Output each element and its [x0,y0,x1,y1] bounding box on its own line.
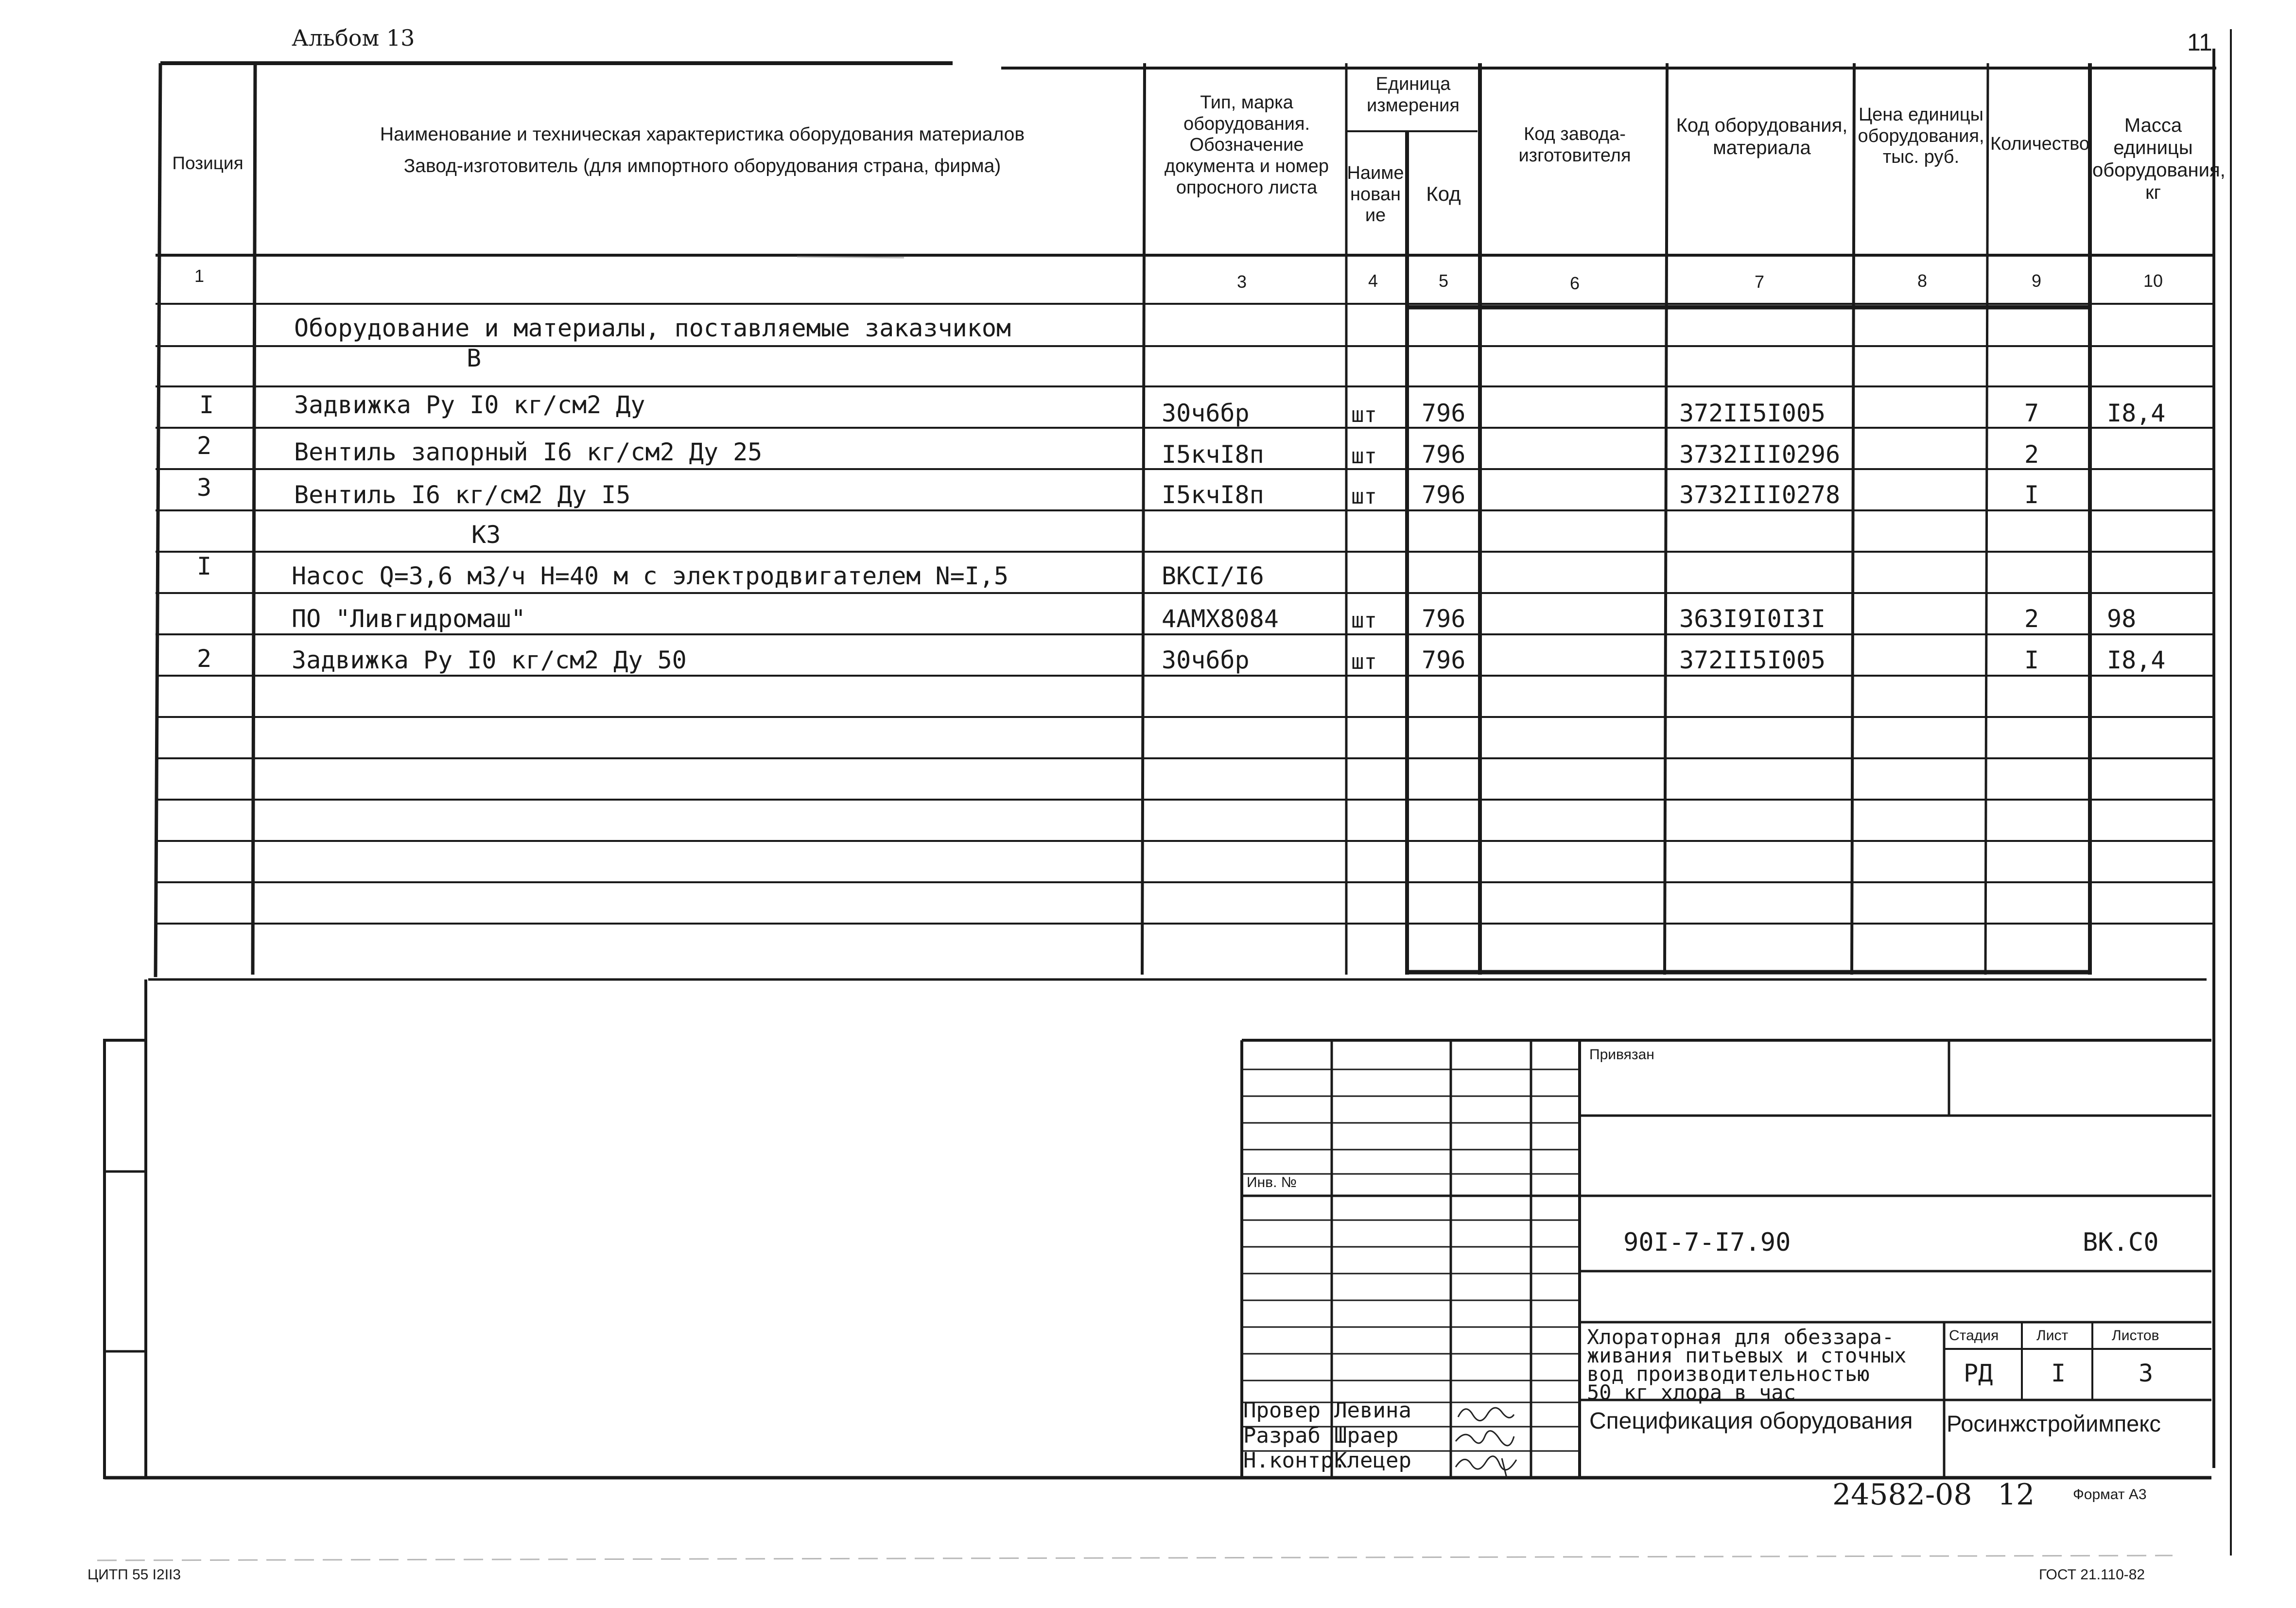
table-cell-type: 4АМХ8084 [1162,605,1279,633]
col-price-header: Цена единицы оборудования, тыс. руб. [1858,105,1984,168]
table-cell-equip-code: 3732III0296 [1679,440,1841,469]
col-number: 1 [194,266,205,286]
table-cell-name: К3 [471,521,501,549]
sheet-value: I [2051,1359,2066,1387]
table-cell-pos: I [199,391,214,419]
table-cell-type: I5кчI8п [1162,440,1264,469]
album-label: Альбом 13 [292,25,415,51]
table-cell-type: ВКСI/I6 [1162,562,1264,590]
col-number: 10 [2143,271,2163,291]
col-mass-header: Масса единицы оборудования, кг [2092,115,2226,203]
table-cell-qty: I [2024,646,2039,674]
signer-name: Клецер [1334,1448,1411,1473]
table-cell-unit: шт [1351,649,1377,674]
table-cell-code: 796 [1422,481,1466,509]
table-cell-type: I5кчI8п [1162,481,1264,509]
table-cell-equip-code: 372II5I005 [1679,646,1826,674]
table-cell-equip-code: 363I9I0I3I [1679,605,1826,633]
col-number: 3 [1237,272,1247,292]
table-cell-equip-code: 372II5I005 [1679,399,1826,427]
table-cell-name: Вентиль I6 кг/см2 Ду I5 [294,481,631,509]
company-name: Росинжстройимпекс [1947,1411,2161,1436]
col-number: 6 [1570,273,1580,293]
table-cell-unit: шт [1351,484,1377,509]
table-cell-unit: шт [1351,444,1377,469]
table-cell-name: Задвижка Ру I0 кг/см2 Ду [294,391,645,419]
signer-name: Левина [1334,1398,1411,1423]
inventory-number-label: Инв. № [1247,1174,1297,1190]
page-number: 11 [2187,29,2212,56]
col-number: 5 [1439,271,1449,291]
table-cell-equip-code: 3732III0278 [1679,481,1841,509]
project-title-line: живания питьевых и сточных [1587,1344,1907,1367]
col-number: 8 [1917,271,1928,291]
stage-value: РД [1964,1359,1993,1387]
project-title-line: вод производительностью [1587,1362,1870,1386]
col-name-header-line1: Наименование и техническая характеристика оборудования материалов [380,124,1025,145]
table-cell-mass: I8,4 [2107,646,2166,674]
table-cell-qty: 2 [2024,605,2039,633]
table-cell-qty: I [2024,481,2039,509]
table-cell-qty: 7 [2024,399,2039,427]
sheets-label: Листов [2112,1328,2159,1344]
table-cell-mass: I8,4 [2107,399,2166,427]
col-equip-code-header: Код оборудования, материала [1676,115,1848,158]
archive-page: 12 [1998,1478,2035,1512]
table-cell-pos: 2 [197,645,212,673]
table-cell-type: 30ч6бр [1162,399,1250,427]
table-cell-code: 796 [1422,605,1466,633]
col-number: 7 [1755,272,1765,292]
col-number: 9 [2032,271,2042,291]
bound-label: Привязан [1589,1047,1654,1063]
col-name-header-line2: Завод-изготовитель (для импортного оборудования страна, фирма) [403,156,1001,176]
document-name: Спецификация оборудования [1589,1408,1913,1434]
signer-role: Провер [1243,1398,1321,1423]
sheet-code: ВК.С0 [2083,1228,2159,1257]
col-qty-header: Количество [1990,134,2090,154]
col-unit-group-header: Единица измерения [1367,74,1460,116]
table-cell-unit: шт [1351,402,1377,427]
col-type-header: Тип, марка оборудования. Обозначение документа и номер опросного листа [1164,92,1329,198]
table-cell-code: 796 [1422,440,1466,469]
table-cell-name: Вентиль запорный I6 кг/см2 Ду 25 [294,438,763,466]
table-cell-mass: 98 [2107,605,2137,633]
table-cell-pos: 3 [197,473,212,502]
col-unit-name-header: Наименование [1347,163,1404,226]
footer-left-code: ЦИТП 55 I2II3 [87,1567,181,1583]
col-number: 4 [1368,271,1378,291]
signer-role: Н.контр. [1243,1448,1346,1473]
table-cell-type: 30ч6бр [1162,646,1250,674]
table-cell-qty: 2 [2024,440,2039,469]
gost-reference: ГОСТ 21.110-82 [2039,1567,2145,1583]
archive-number: 24582-08 [1832,1478,1972,1512]
document-code: 90I-7-I7.90 [1623,1228,1791,1257]
signer-role: Разраб [1243,1423,1321,1448]
project-title-line: 50 кг хлора в час [1587,1381,1796,1404]
signer-name: Шраер [1334,1423,1399,1448]
stage-label: Стадия [1949,1328,1999,1344]
table-cell-pos: 2 [197,432,212,460]
table-cell-pos: I [197,552,212,580]
sheet-label: Лист [2036,1328,2069,1344]
table-cell-name: Насос Q=3,6 м3/ч H=40 м с электродвигателем N=I,5 [292,562,1009,590]
sheets-value: 3 [2139,1359,2154,1387]
col-maker-code-header: Код завода-изготовителя [1518,124,1631,166]
col-unit-code-header: Код [1426,182,1461,205]
paper-format: Формат А3 [2073,1486,2147,1503]
table-cell-name: ПО "Ливгидромаш" [292,605,526,633]
col-position-header: Позиция [172,153,244,173]
project-title-line: Хлораторная для обеззара- [1587,1325,1895,1349]
table-cell-code: 796 [1422,646,1466,674]
table-cell-name: Задвижка Ру I0 кг/см2 Ду 50 [292,646,687,674]
table-cell-unit: шт [1351,608,1377,633]
table-cell-name: В [467,344,482,372]
table-cell-code: 796 [1422,399,1466,427]
table-cell-name: Оборудование и материалы, поставляемые заказчиком [294,314,1011,342]
